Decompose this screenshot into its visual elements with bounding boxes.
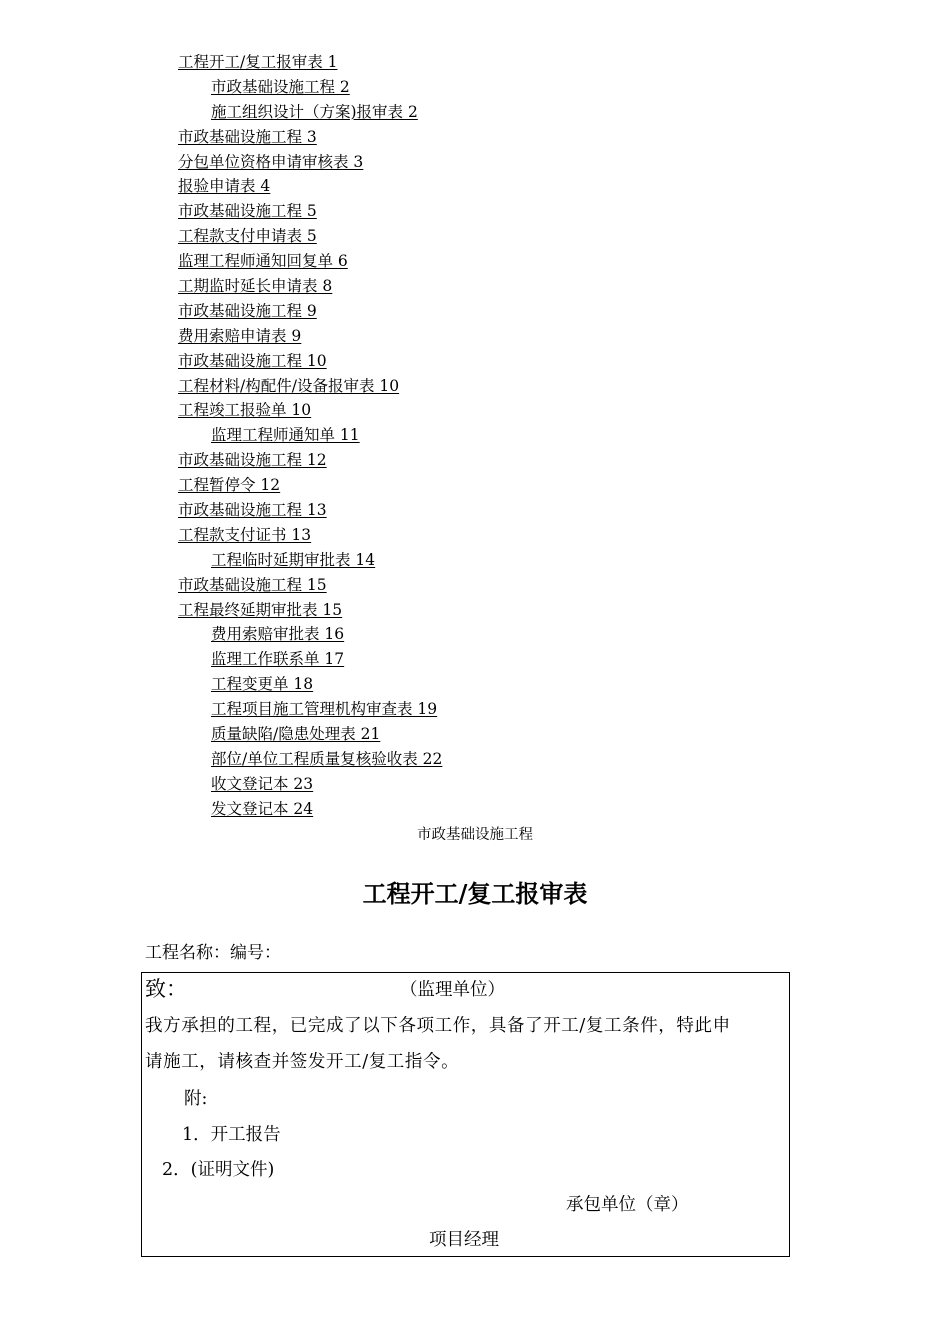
toc-link[interactable]: 施工组织设计（方案)报审表 2 (211, 102, 418, 121)
toc-link[interactable]: 工程暂停令 12 (178, 476, 281, 495)
toc-entry (0, 448, 950, 473)
toc-link[interactable]: 市政基础设施工程 9 (178, 301, 317, 320)
attachment-item-start-report: 1．开工报告 (182, 1125, 281, 1145)
toc-link[interactable]: 工程材料/构配件/设备报审表 10 (178, 376, 400, 395)
running-header: 市政基础设施工程 (417, 827, 533, 843)
application-form-box (141, 972, 790, 1257)
toc-entry (0, 299, 950, 324)
toc-entry (0, 75, 950, 100)
toc-entry (0, 722, 950, 747)
supervision-unit-label: （监理单位） (400, 980, 505, 1000)
toc-link[interactable]: 工程项目施工管理机构审查表 19 (211, 700, 438, 719)
toc-link[interactable]: 工程款支付证书 13 (178, 525, 312, 544)
toc-entry (0, 622, 950, 647)
toc-link[interactable]: 收文登记本 23 (211, 774, 314, 793)
toc-entry (0, 224, 950, 249)
toc-entry (0, 647, 950, 672)
toc-entry (0, 249, 950, 274)
toc-entry (0, 797, 950, 822)
project-name-and-number-line: 工程名称：编号： (145, 943, 281, 963)
application-text-line-2: 请施工，请核查并签发开工/复工指令。 (145, 1052, 460, 1072)
toc-entry (0, 498, 950, 523)
toc-link[interactable]: 工程竣工报验单 10 (178, 401, 312, 420)
toc-link[interactable]: 部位/单位工程质量复核验收表 22 (211, 749, 443, 768)
toc-link[interactable]: 监理工作联系单 17 (211, 650, 345, 669)
toc-link[interactable]: 工程变更单 18 (211, 675, 314, 694)
form-title: 工程开工/复工报审表 (362, 879, 588, 908)
toc-entry (0, 672, 950, 697)
contractor-seal-label: 承包单位（章） (566, 1195, 689, 1215)
toc-entry (0, 772, 950, 797)
toc-link[interactable]: 工程开工/复工报审表 1 (178, 53, 338, 71)
toc-entry (0, 423, 950, 448)
toc-link[interactable]: 监理工程师通知回复单 6 (178, 252, 348, 271)
toc-link[interactable]: 费用索赔申请表 9 (178, 326, 302, 345)
toc-entry (0, 573, 950, 598)
toc-link[interactable]: 市政基础设施工程 3 (178, 127, 317, 146)
toc-link[interactable]: 工程款支付申请表 5 (178, 227, 317, 246)
toc-link[interactable]: 工程最终延期审批表 15 (178, 600, 343, 619)
toc-entry (0, 174, 950, 199)
toc-link[interactable]: 市政基础设施工程 13 (178, 501, 327, 520)
toc-entry (0, 324, 950, 349)
attachment-item-proof-documents: 2．(证明文件) (162, 1160, 275, 1180)
toc-entry (0, 274, 950, 299)
toc-entry (0, 199, 950, 224)
toc-entry (0, 398, 950, 423)
table-of-contents (0, 50, 950, 822)
attachment-label: 附: (184, 1089, 208, 1109)
toc-entry (0, 523, 950, 548)
toc-entry (0, 473, 950, 498)
toc-link[interactable]: 报验申请表 4 (178, 177, 271, 196)
toc-entry (0, 697, 950, 722)
toc-entry (0, 374, 950, 399)
toc-link[interactable]: 市政基础设施工程 2 (211, 77, 350, 96)
toc-entry (0, 125, 950, 150)
toc-entry (0, 747, 950, 772)
addressee-label: 致： (145, 977, 187, 1001)
toc-entry (0, 50, 950, 75)
toc-link[interactable]: 费用索赔审批表 16 (211, 625, 345, 644)
toc-entry (0, 100, 950, 125)
toc-link[interactable]: 工程临时延期审批表 14 (211, 550, 376, 569)
project-manager-label: 项目经理 (429, 1230, 499, 1250)
toc-link[interactable]: 监理工程师通知单 11 (211, 426, 360, 445)
toc-link[interactable]: 分包单位资格申请审核表 3 (178, 152, 364, 171)
toc-entry (0, 548, 950, 573)
toc-entry (0, 349, 950, 374)
toc-link[interactable]: 市政基础设施工程 10 (178, 351, 327, 370)
toc-link[interactable]: 发文登记本 24 (211, 799, 314, 818)
toc-link[interactable]: 市政基础设施工程 15 (178, 575, 327, 594)
toc-link[interactable]: 市政基础设施工程 12 (178, 451, 327, 470)
toc-entry (0, 598, 950, 623)
application-text-line-1: 我方承担的工程，已完成了以下各项工作，具备了开工/复工条件，特此申 (145, 1016, 731, 1036)
toc-link[interactable]: 工期监时延长申请表 8 (178, 277, 333, 296)
toc-entry (0, 150, 950, 175)
toc-link[interactable]: 质量缺陷/隐患处理表 21 (211, 725, 381, 744)
toc-link[interactable]: 市政基础设施工程 5 (178, 202, 317, 221)
